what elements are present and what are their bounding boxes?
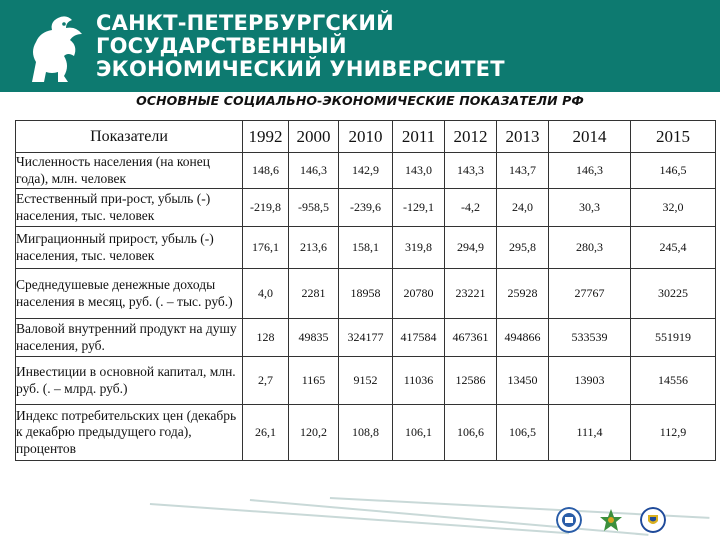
table-cell: 143,3: [445, 153, 497, 189]
column-header: 1992: [243, 121, 289, 153]
table-cell: 30,3: [549, 189, 631, 227]
column-header: 2010: [339, 121, 393, 153]
table-row: [16, 227, 716, 269]
table-cell: 32,0: [631, 189, 716, 227]
row-label: Индекс потребительских цен (декабрь к декабрю предыдущего года), процентов: [16, 405, 243, 461]
university-name-line-1: САНКТ-ПЕТЕРБУРГСКИЙ: [96, 11, 394, 35]
table-cell: -129,1: [393, 189, 445, 227]
table-cell: 417584: [393, 319, 445, 357]
table-cell: 111,4: [549, 405, 631, 461]
table-cell: 4,0: [243, 269, 289, 319]
university-emblem-icon: [556, 507, 582, 533]
table-cell: 23221: [445, 269, 497, 319]
table-cell: 11036: [393, 357, 445, 405]
table-cell: -239,6: [339, 189, 393, 227]
column-header: 2014: [549, 121, 631, 153]
row-label: Естественный при-рост, убыль (-) населения, тыс. человек: [16, 189, 243, 227]
table-cell: 12586: [445, 357, 497, 405]
table-cell: 9152: [339, 357, 393, 405]
table-cell: 2,7: [243, 357, 289, 405]
table-cell: 13450: [497, 357, 549, 405]
table-row: [16, 153, 716, 189]
table-cell: 24,0: [497, 189, 549, 227]
table-cell: 2281: [289, 269, 339, 319]
griffin-logo-icon: [22, 12, 88, 86]
table-cell: 176,1: [243, 227, 289, 269]
column-header: 2000: [289, 121, 339, 153]
table-body: [16, 153, 716, 461]
table-cell: 1165: [289, 357, 339, 405]
column-header: Показатели: [16, 121, 243, 153]
column-header: 2011: [393, 121, 445, 153]
table-cell: 143,0: [393, 153, 445, 189]
table-cell: -958,5: [289, 189, 339, 227]
table-cell: 295,8: [497, 227, 549, 269]
table-cell: 245,4: [631, 227, 716, 269]
row-label: Валовой внутренний продукт на душу населения, руб.: [16, 319, 243, 357]
green-ornament-icon: [598, 507, 624, 533]
table-cell: 120,2: [289, 405, 339, 461]
table-cell: 18958: [339, 269, 393, 319]
row-label: Миграционный прирост, убыль (-) населения, тыс. человек: [16, 227, 243, 269]
table-cell: 142,9: [339, 153, 393, 189]
page-title: ОСНОВНЫЕ СОЦИАЛЬНО-ЭКОНОМИЧЕСКИЕ ПОКАЗАТЕЛИ РФ: [136, 93, 584, 108]
table-row: [16, 319, 716, 357]
table-row: [16, 405, 716, 461]
table-cell: 27767: [549, 269, 631, 319]
table-row: [16, 357, 716, 405]
table-cell: 26,1: [243, 405, 289, 461]
table-header-row: [16, 121, 716, 153]
header-banner: [0, 0, 720, 92]
table-cell: 13903: [549, 357, 631, 405]
row-label: Численность населения (на конец года), млн. человек: [16, 153, 243, 189]
table-cell: 294,9: [445, 227, 497, 269]
table-cell: -219,8: [243, 189, 289, 227]
table-cell: 146,3: [549, 153, 631, 189]
table-cell: 319,8: [393, 227, 445, 269]
row-label: Среднедушевые денежные доходы населения в месяц, руб. (. – тыс. руб.): [16, 269, 243, 319]
table-cell: 146,5: [631, 153, 716, 189]
table-cell: 106,1: [393, 405, 445, 461]
column-header: 2012: [445, 121, 497, 153]
column-header: 2013: [497, 121, 549, 153]
table-cell: 143,7: [497, 153, 549, 189]
table-cell: 128: [243, 319, 289, 357]
table-cell: 25928: [497, 269, 549, 319]
blue-emblem-icon: [640, 507, 666, 533]
table-cell: 324177: [339, 319, 393, 357]
column-header: 2015: [631, 121, 716, 153]
table-cell: 20780: [393, 269, 445, 319]
table-cell: 30225: [631, 269, 716, 319]
table-cell: 112,9: [631, 405, 716, 461]
university-name-line-2: ГОСУДАРСТВЕННЫЙ: [96, 34, 347, 58]
table-cell: 146,3: [289, 153, 339, 189]
university-name-line-3: ЭКОНОМИЧЕСКИЙ УНИВЕРСИТЕТ: [96, 57, 505, 81]
table-cell: 108,8: [339, 405, 393, 461]
table-cell: -4,2: [445, 189, 497, 227]
table-cell: 551919: [631, 319, 716, 357]
university-name: [96, 12, 505, 81]
table-cell: 467361: [445, 319, 497, 357]
table-cell: 533539: [549, 319, 631, 357]
table-cell: 106,5: [497, 405, 549, 461]
table-cell: 106,6: [445, 405, 497, 461]
table-cell: 158,1: [339, 227, 393, 269]
table-cell: 213,6: [289, 227, 339, 269]
indicators-table: [15, 120, 716, 461]
table-cell: 49835: [289, 319, 339, 357]
table-cell: 14556: [631, 357, 716, 405]
row-label: Инвестиции в основной капитал, млн. руб. (. – млрд. руб.): [16, 357, 243, 405]
table-cell: 148,6: [243, 153, 289, 189]
table-cell: 494866: [497, 319, 549, 357]
table-row: [16, 189, 716, 227]
table-row: [16, 269, 716, 319]
table-cell: 280,3: [549, 227, 631, 269]
